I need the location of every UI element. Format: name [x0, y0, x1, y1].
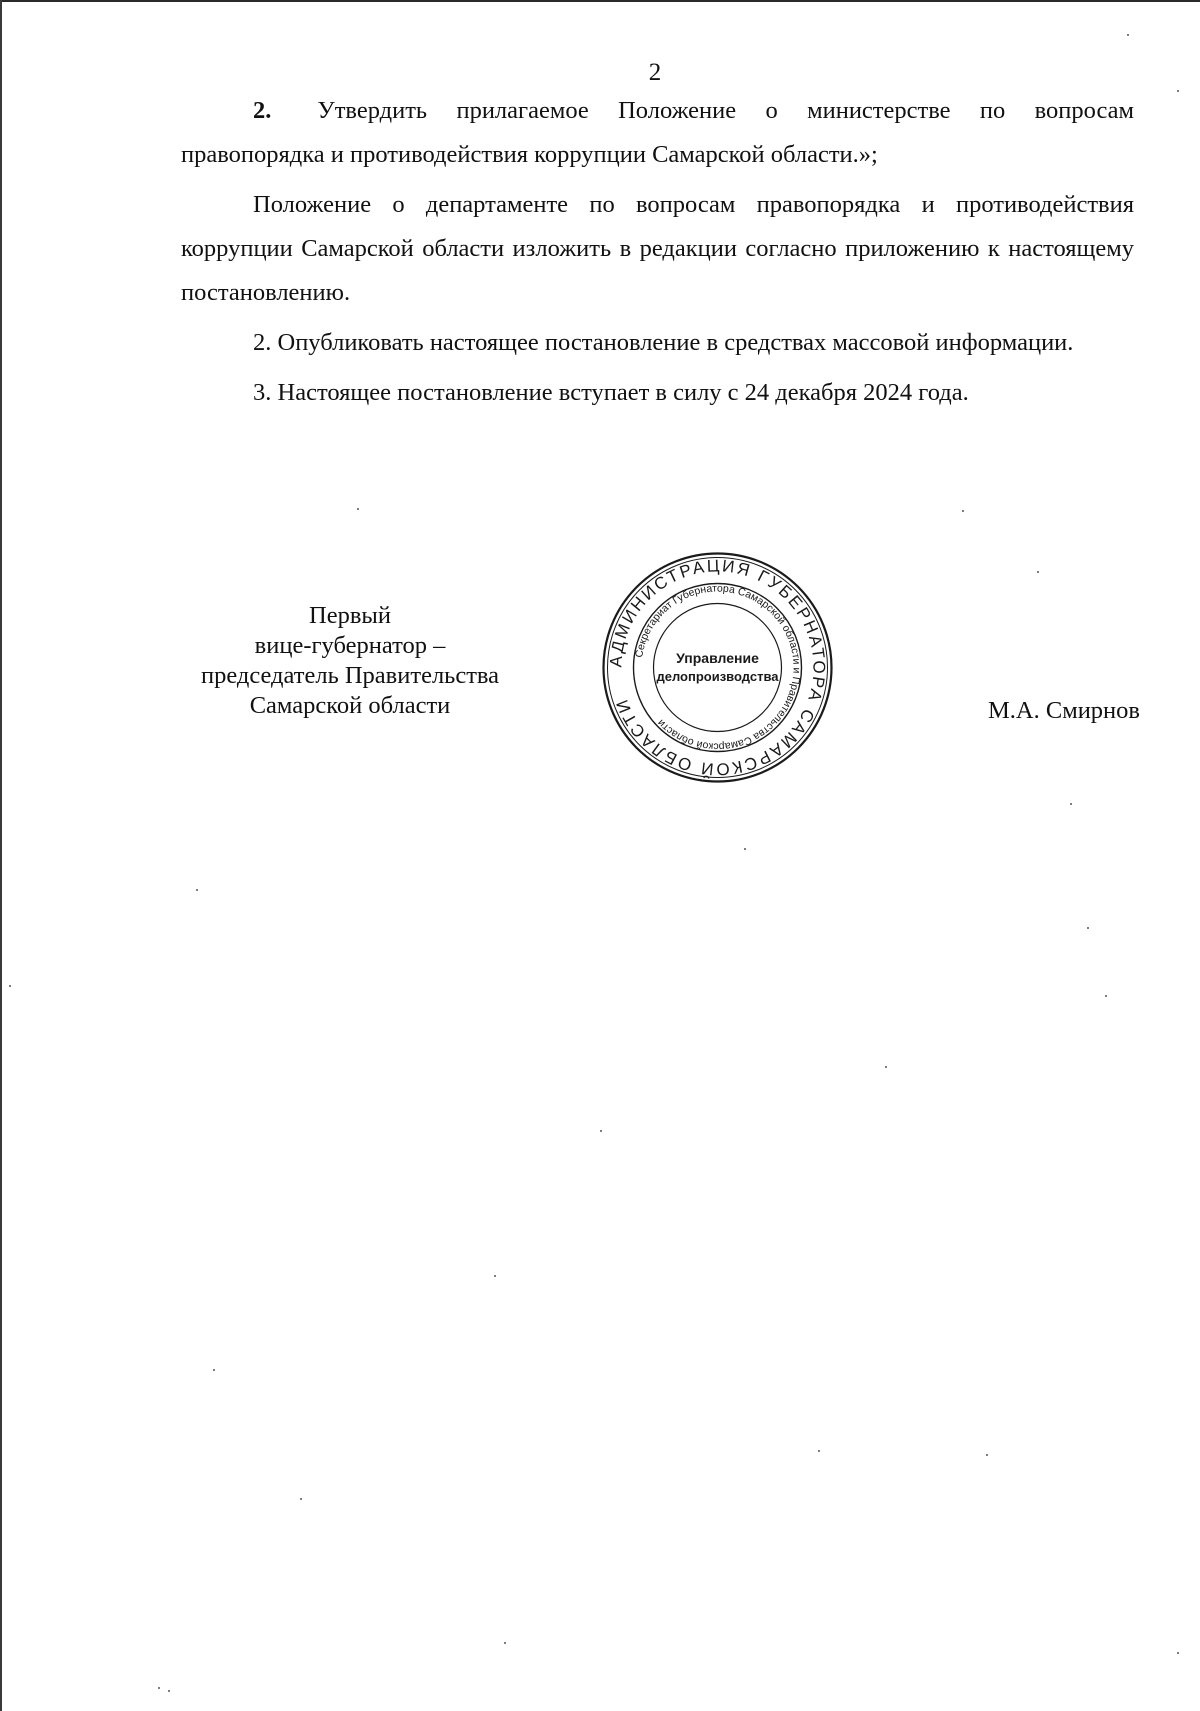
- seal-outer-text: АДМИНИСТРАЦИЯ ГУБЕРНАТОРА САМАРСКОЙ ОБЛАСТИ: [606, 556, 829, 779]
- scan-speck: [986, 1454, 988, 1456]
- scan-speck: [300, 1498, 302, 1500]
- scan-speck: [818, 1450, 820, 1452]
- scan-speck: [158, 1687, 160, 1689]
- official-seal: [600, 550, 835, 785]
- seal-center-line-1: Управление: [676, 650, 759, 666]
- scan-speck: [213, 1369, 215, 1371]
- paragraph-department-regulation: Положение о департаменте по вопросам правопорядка и противодействия коррупции Самарской области изложить в редакции согласно приложению к настоящему постановлению.: [181, 191, 1134, 306]
- scan-speck: [1105, 995, 1107, 997]
- scan-speck: [1070, 803, 1072, 805]
- seal-graphic: [600, 550, 835, 785]
- scan-speck: [357, 508, 359, 510]
- scan-speck: [196, 889, 198, 891]
- svg-text:Секретариат Губернатора Самарс: [633, 582, 802, 752]
- scan-speck: [9, 985, 11, 987]
- scan-speck: [744, 848, 746, 850]
- scan-speck: [494, 1275, 496, 1277]
- signatory-title-line: вице-губернатор –: [254, 632, 446, 659]
- paragraph-publish: 2. Опубликовать настоящее постановление в средствах массовой информации.: [253, 329, 1074, 356]
- paragraph-number: 2.: [253, 97, 272, 124]
- document-body: [181, 89, 1134, 415]
- scan-speck: [1127, 34, 1129, 36]
- scan-speck: [1087, 927, 1089, 929]
- paragraph-approve-regulation: [181, 89, 1134, 177]
- signatory-title: [170, 601, 530, 721]
- scan-speck: [504, 1642, 506, 1644]
- scan-edge-left: [0, 0, 2, 1711]
- scan-speck: [885, 1066, 887, 1068]
- signatory-name: М.А. Смирнов: [988, 697, 1140, 724]
- scan-speck: [962, 510, 964, 512]
- scan-edge-top: [0, 0, 1200, 2]
- signatory-title-line: председатель Правительства: [200, 662, 500, 689]
- signatory-title-line: Самарской области: [249, 692, 451, 719]
- scan-speck: [1177, 1652, 1179, 1654]
- paragraph-effective-date: 3. Настоящее постановление вступает в силу с 24 декабря 2024 года.: [253, 379, 969, 406]
- seal-center-line-2: делопроизводства: [656, 669, 779, 684]
- page-number: 2: [648, 59, 662, 86]
- scan-speck: [1037, 571, 1039, 573]
- scan-speck: [600, 1130, 602, 1132]
- signatory-title-line: Первый: [309, 602, 391, 629]
- scan-speck: [1177, 90, 1179, 92]
- paragraph-text: Утвердить прилагаемое Положение о министерстве по вопросам правопорядка и противодействия коррупции Самарской области.»;: [181, 97, 1134, 168]
- seal-inner-text: Секретариат Губернатора Самарской области и Правительства Самарской области: [633, 582, 803, 753]
- scan-speck: [168, 1690, 170, 1692]
